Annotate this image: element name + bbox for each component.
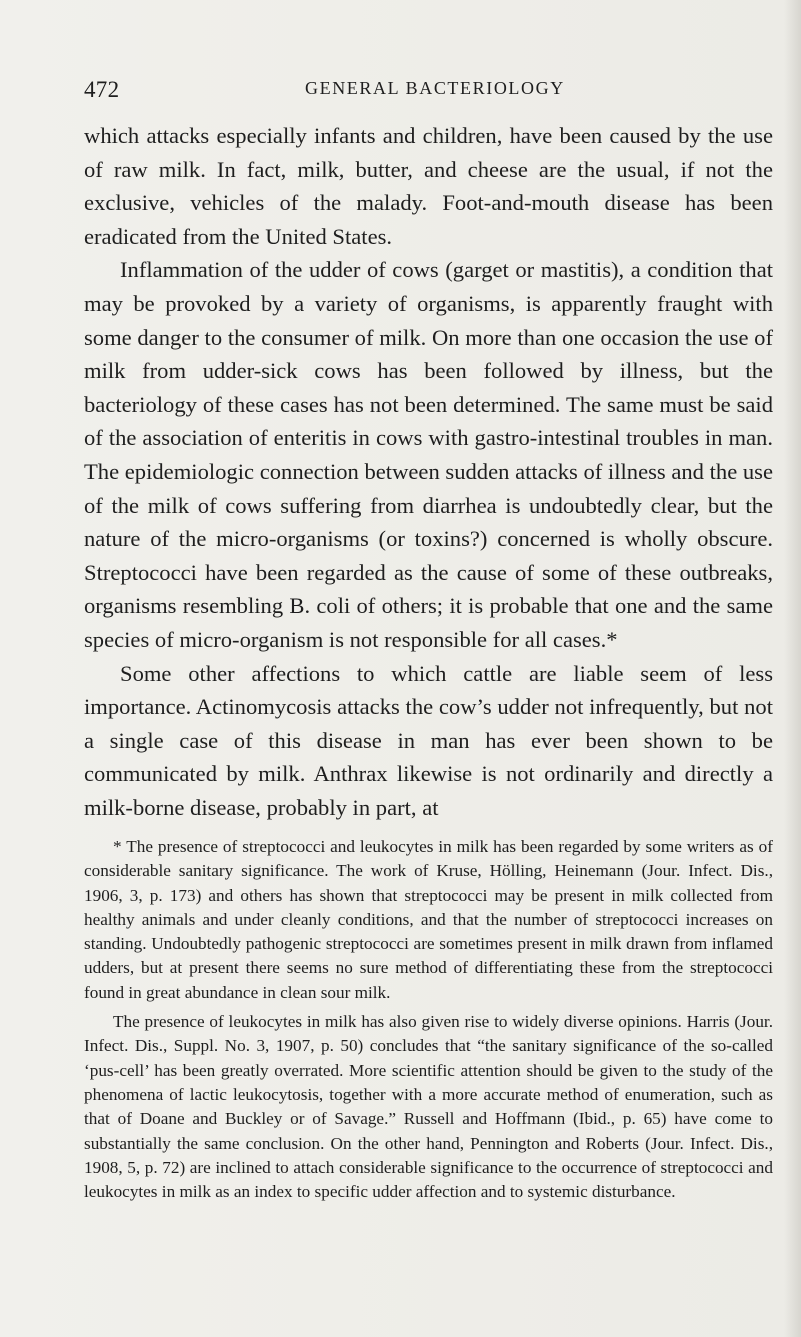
- footnote-paragraph: The presence of leukocytes in milk has also given rise to widely diverse opinions. Harris (Jour. Infect. Dis., Suppl. No. 3, 1907, p. 50) concludes that “the sanitary significance of the so-called ‘pus-cell’ has been greatly overrated. More scientific attention should be given to the study of the phenomena of lactic leukocytosis, together with a more accurate method of enumeration, such as that of Doane and Buckley or of Savage.” Russell and Hoffmann (Ibid., p. 65) have come to substantially the same conclusion. On the other hand, Pennington and Roberts (Jour. Infect. Dis., 1908, 5, p. 72) are inclined to attach considerable significance to the occurrence of streptococci and leukocytes in milk as an index to specific udder affection and to systemic disturbance.: [84, 1012, 773, 1202]
- page-number: 472: [84, 77, 120, 102]
- running-title: GENERAL BACTERIOLOGY: [305, 78, 565, 98]
- footnotes: [84, 835, 773, 1204]
- page-header: [84, 77, 774, 101]
- body-paragraph: which attacks especially infants and children, have been caused by the use of raw milk. In fact, milk, butter, and cheese are the usual, if not the exclusive, vehicles of the malady. Foot-and-mouth disease has been eradicated from the United States.: [84, 123, 773, 249]
- page-edge-shadow: [784, 0, 801, 1337]
- footnote-paragraph: * The presence of streptococci and leukocytes in milk has been regarded by some writers as of considerable sanitary significance. The work of Kruse, Hölling, Heinemann (Jour. Infect. Dis., 1906, 3, p. 173) and others has shown that streptococci may be present in milk collected from healthy animals and under cleanly conditions, and that the number of streptococci increases on standing. Undoubtedly pathogenic streptococci are sometimes present in milk drawn from inflamed udders, but at present there seems no sure method of differentiating these from the streptococci found in great abundance in clean sour milk.: [84, 837, 773, 1002]
- body-paragraph: Some other affections to which cattle are liable seem of less importance. Actinomycosis attacks the cow’s udder not infrequently, but not a single case of this disease in man has ever been shown to be communicated by milk. Anthrax likewise is not ordinarily and directly a milk-borne disease, probably in part, at: [84, 660, 773, 820]
- body-paragraph: Inflammation of the udder of cows (garget or mastitis), a condition that may be provoked by a variety of organisms, is apparently fraught with some danger to the consumer of milk. On more than one occasion the use of milk from udder-sick cows has been followed by illness, but the bacteriology of these cases has not been determined. The same must be said of the association of enteritis in cows with gastro-intestinal troubles in man. The epidemiologic connection between sudden attacks of illness and the use of the milk of cows suffering from diarrhea is undoubtedly clear, but the nature of the micro-organisms (or toxins?) concerned is wholly obscure. Streptococci have been regarded as the cause of some of these outbreaks, organisms resembling B. coli of others; it is probable that one and the same species of micro-organism is not responsible for all cases.*: [84, 257, 773, 652]
- main-text: [84, 119, 773, 824]
